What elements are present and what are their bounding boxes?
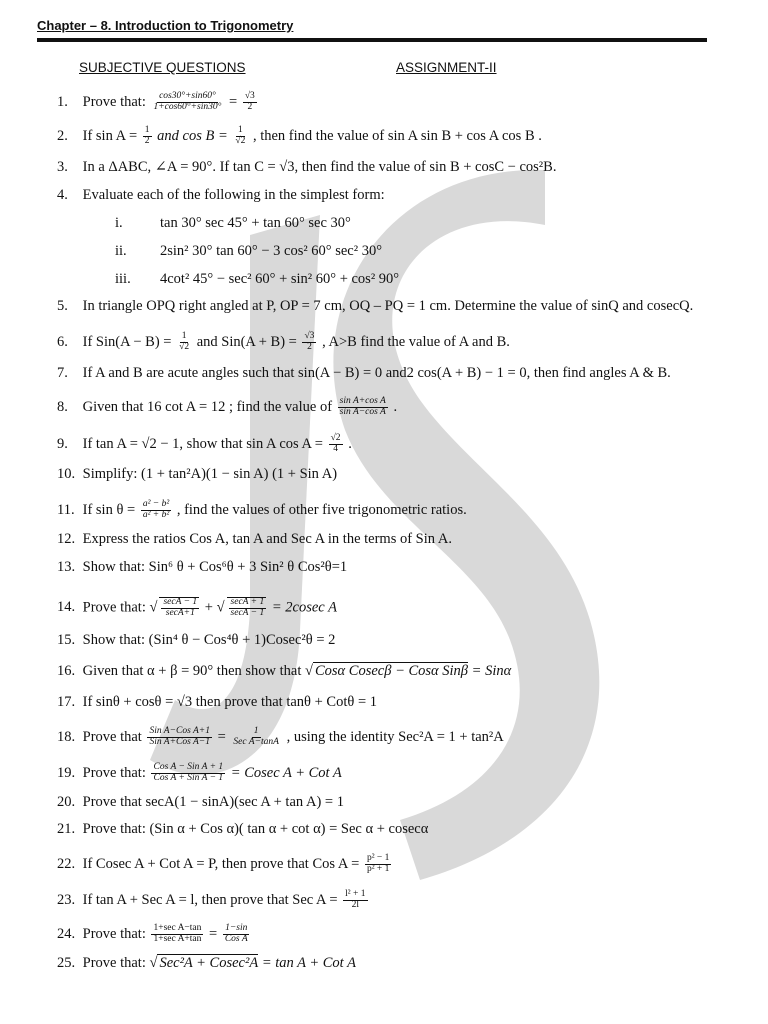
fraction-numerator: √3 bbox=[304, 331, 315, 341]
question-number: 19. bbox=[57, 764, 76, 781]
question-number: 9. bbox=[57, 435, 68, 452]
sqrt-sign: √ bbox=[216, 599, 225, 616]
question-text: If sin θ = bbox=[82, 501, 136, 518]
fraction-numerator: 1 bbox=[181, 331, 187, 341]
fraction bbox=[343, 890, 367, 911]
fraction bbox=[141, 500, 171, 521]
fraction-numerator: 1 bbox=[237, 125, 243, 135]
fraction bbox=[231, 727, 281, 748]
question-text: = tan A + Cot A bbox=[261, 955, 356, 971]
question-text: Prove that: bbox=[82, 925, 146, 942]
question-text: If tan A = √2 − 1, show that sin A cos A = bbox=[82, 435, 323, 452]
sqrt-sign: √ bbox=[149, 599, 158, 616]
question-22 bbox=[57, 854, 393, 875]
question-number: 24. bbox=[57, 925, 76, 942]
fraction bbox=[151, 763, 225, 784]
question-text: Prove that: bbox=[82, 93, 146, 110]
question-text: In triangle OPQ right angled at P, OP = 7 cm, OQ – PQ = 1 cm. Determine the value of sinQ and cosecQ. bbox=[82, 298, 694, 314]
question-text: = Cosec A + Cot A bbox=[230, 764, 342, 781]
chapter-title: Chapter – 8. Introduction to Trigonometry bbox=[37, 18, 294, 33]
roman-numeral: iii. bbox=[115, 271, 131, 287]
fraction-denominator: Cos A + Sin A − 1 bbox=[153, 772, 224, 783]
sqrt-sign: √ bbox=[149, 955, 158, 971]
question-number: 4. bbox=[57, 187, 68, 203]
question-8 bbox=[57, 397, 397, 418]
assignment-heading: ASSIGNMENT-II bbox=[396, 60, 497, 75]
question-text: Express the ratios Cos A, tan A and Sec A in the terms of Sin A. bbox=[82, 531, 452, 547]
question-12 bbox=[57, 532, 452, 547]
fraction bbox=[177, 332, 191, 353]
question-number: 22. bbox=[57, 855, 76, 872]
question-text: Evaluate each of the following in the simplest form: bbox=[82, 187, 385, 203]
fraction bbox=[151, 92, 223, 113]
question-number: 3. bbox=[57, 159, 68, 175]
question-11 bbox=[57, 500, 467, 521]
question-16 bbox=[57, 664, 511, 679]
question-number: 17. bbox=[57, 694, 76, 710]
question-number: 15. bbox=[57, 632, 76, 648]
equals-sign: = bbox=[209, 925, 218, 942]
fraction-numerator: 1 bbox=[253, 726, 259, 736]
fraction-denominator: 2l bbox=[351, 899, 360, 910]
fraction-denominator: a² + b² bbox=[142, 509, 170, 520]
question-25 bbox=[57, 956, 356, 971]
question-number: 1. bbox=[57, 93, 68, 110]
fraction-denominator: secA+1 bbox=[165, 607, 195, 618]
question-5 bbox=[57, 299, 693, 314]
fraction bbox=[243, 92, 257, 113]
question-text: If A and B are acute angles such that sin(A − B) = 0 and2 cos(A + B) − 1 = 0, then find angles A & B. bbox=[82, 365, 671, 381]
fraction bbox=[227, 597, 267, 619]
fraction bbox=[151, 924, 203, 945]
radicand: Sec²A + Cosec²A bbox=[159, 955, 259, 971]
question-number: 25. bbox=[57, 955, 76, 971]
question-7 bbox=[57, 366, 671, 381]
radicand: Cosα Cosecβ − Cosα Sinβ bbox=[314, 663, 469, 679]
question-text: , A>B find the value of A and B. bbox=[322, 333, 510, 350]
question-number: 11. bbox=[57, 501, 75, 518]
fraction bbox=[302, 332, 316, 353]
question-text: Prove that secA(1 − sinA)(sec A + tan A) = 1 bbox=[82, 794, 344, 810]
subjective-questions-heading: SUBJECTIVE QUESTIONS bbox=[79, 60, 246, 75]
question-text: and cos B = bbox=[157, 127, 228, 144]
question-20 bbox=[57, 795, 344, 810]
question-13 bbox=[57, 560, 347, 575]
fraction-numerator: a² − b² bbox=[142, 499, 170, 509]
fraction-numerator: secA + 1 bbox=[230, 597, 265, 607]
fraction-numerator: √3 bbox=[244, 91, 255, 101]
question-number: 16. bbox=[57, 663, 76, 679]
fraction bbox=[338, 397, 388, 418]
expression: 2sin² 30° tan 60° − 3 cos² 60° sec² 30° bbox=[160, 243, 383, 259]
question-3 bbox=[57, 160, 556, 175]
fraction bbox=[143, 126, 152, 147]
fraction bbox=[233, 126, 247, 147]
question-text: Simplify: (1 + tan²A)(1 − sin A) (1 + Sin A) bbox=[82, 466, 338, 482]
question-text: , then find the value of sin A sin B + cos A cos B . bbox=[252, 127, 542, 144]
equals-sign: = bbox=[217, 728, 226, 745]
question-text: . bbox=[348, 435, 352, 452]
sub-question-i bbox=[0, 216, 768, 234]
question-number: 12. bbox=[57, 531, 76, 547]
fraction-denominator: 2 bbox=[144, 135, 150, 146]
fraction-denominator: 2 bbox=[247, 101, 253, 112]
question-6 bbox=[57, 332, 510, 353]
fraction-denominator: sin A−cos A bbox=[339, 406, 386, 417]
question-number: 10. bbox=[57, 466, 76, 482]
fraction-denominator: Cos A bbox=[224, 933, 248, 944]
question-text: Prove that bbox=[82, 728, 142, 745]
fraction-numerator: p² − 1 bbox=[366, 853, 390, 863]
question-number: 20. bbox=[57, 794, 76, 810]
fraction-denominator: √2 bbox=[179, 341, 190, 352]
question-number: 2. bbox=[57, 127, 68, 144]
question-number: 6. bbox=[57, 333, 68, 350]
question-text: Prove that: bbox=[82, 955, 146, 971]
question-10 bbox=[57, 467, 337, 482]
question-19 bbox=[57, 763, 342, 784]
question-2 bbox=[57, 126, 542, 147]
question-21 bbox=[57, 822, 428, 837]
expression: 4cot² 45° − sec² 60° + sin² 60° + cos² 90° bbox=[160, 271, 400, 287]
fraction-denominator: secA − 1 bbox=[230, 607, 265, 618]
question-text: In a ΔABC, ∠A = 90°. If tan C = √3, then find the value of sin B + cosC − cos²B. bbox=[82, 159, 557, 175]
question-text: Prove that: (Sin α + Cos α)( tan α + cot α) = Sec α + cosecα bbox=[82, 821, 429, 837]
question-number: 8. bbox=[57, 398, 68, 415]
fraction-numerator: secA − 1 bbox=[163, 597, 198, 607]
question-text: If Sin(A − B) = bbox=[82, 333, 172, 350]
fraction-numerator: l² + 1 bbox=[345, 889, 366, 899]
fraction-denominator: p² + 1 bbox=[366, 863, 390, 874]
question-4 bbox=[57, 188, 385, 203]
question-text: = 2cosec A bbox=[271, 599, 337, 616]
question-9 bbox=[57, 434, 352, 455]
question-number: 21. bbox=[57, 821, 76, 837]
question-14 bbox=[57, 597, 337, 619]
question-text: If sin A = bbox=[82, 127, 138, 144]
question-number: 5. bbox=[57, 298, 68, 314]
fraction-numerator: sin A+cos A bbox=[339, 396, 386, 406]
question-number: 18. bbox=[57, 728, 76, 745]
fraction-denominator: Sin A+Cos A−1 bbox=[149, 736, 210, 747]
question-number: 23. bbox=[57, 891, 76, 908]
roman-numeral: i. bbox=[115, 215, 123, 231]
plus-sign: + bbox=[204, 599, 213, 616]
question-text: Prove that: bbox=[82, 599, 146, 616]
question-text: and Sin(A + B) = bbox=[196, 333, 297, 350]
sub-question-iii bbox=[0, 272, 768, 290]
question-text: Prove that: bbox=[82, 764, 146, 781]
question-number: 14. bbox=[57, 599, 76, 616]
question-18 bbox=[57, 727, 504, 748]
roman-numeral: ii. bbox=[115, 243, 127, 259]
question-24 bbox=[57, 924, 252, 945]
question-text: = Sinα bbox=[471, 663, 512, 679]
question-1 bbox=[57, 92, 259, 113]
question-text: Given that 16 cot A = 12 ; find the value of bbox=[82, 398, 333, 415]
question-number: 13. bbox=[57, 559, 76, 575]
question-text: , using the identity Sec²A = 1 + tan²A bbox=[286, 728, 504, 745]
question-text: , find the values of other five trigonometric ratios. bbox=[176, 501, 467, 518]
fraction bbox=[365, 854, 391, 875]
header-rule bbox=[37, 38, 707, 42]
fraction-numerator: cos30°+sin60° bbox=[159, 91, 216, 101]
question-23 bbox=[57, 890, 370, 911]
fraction-numerator: 1−sin bbox=[225, 923, 248, 933]
fraction-numerator: Cos A − Sin A + 1 bbox=[153, 762, 224, 772]
fraction-numerator: 1+sec A−tan bbox=[153, 923, 202, 933]
question-number: 7. bbox=[57, 365, 68, 381]
fraction bbox=[147, 727, 212, 748]
fraction-denominator: Sec A−tanA bbox=[233, 736, 279, 747]
question-text: Show that: (Sin⁴ θ − Cos⁴θ + 1)Cosec²θ = 2 bbox=[82, 632, 336, 648]
fraction-denominator: 1+cos60°+sin30° bbox=[153, 101, 222, 112]
equals-sign: = bbox=[229, 93, 238, 110]
fraction-denominator: 2 bbox=[307, 341, 312, 352]
fraction bbox=[159, 597, 199, 619]
fraction bbox=[223, 924, 250, 945]
question-text: If Cosec A + Cot A = P, then prove that Cos A = bbox=[82, 855, 360, 872]
fraction-numerator: 1 bbox=[144, 125, 150, 135]
question-text: If tan A + Sec A = l, then prove that Sec A = bbox=[82, 891, 338, 908]
question-text: Show that: Sin⁶ θ + Cos⁶θ + 3 Sin² θ Cos²θ=1 bbox=[82, 559, 348, 575]
sqrt-sign: √ bbox=[305, 663, 313, 679]
expression: tan 30° sec 45° + tan 60° sec 30° bbox=[160, 215, 351, 231]
fraction bbox=[329, 434, 343, 455]
fraction-numerator: √2 bbox=[330, 433, 341, 443]
fraction-denominator: 1+sec A+tan bbox=[153, 933, 202, 944]
question-text: . bbox=[393, 398, 398, 415]
question-17 bbox=[57, 695, 377, 710]
question-text: If sinθ + cosθ = √3 then prove that tanθ + Cotθ = 1 bbox=[82, 694, 377, 710]
sub-question-ii bbox=[0, 244, 768, 262]
question-15 bbox=[57, 633, 335, 648]
question-text: Given that α + β = 90° then show that bbox=[82, 663, 302, 679]
fraction-denominator: 4 bbox=[333, 443, 338, 454]
fraction-numerator: Sin A−Cos A+1 bbox=[149, 726, 210, 736]
fraction-denominator: √2 bbox=[235, 135, 246, 146]
